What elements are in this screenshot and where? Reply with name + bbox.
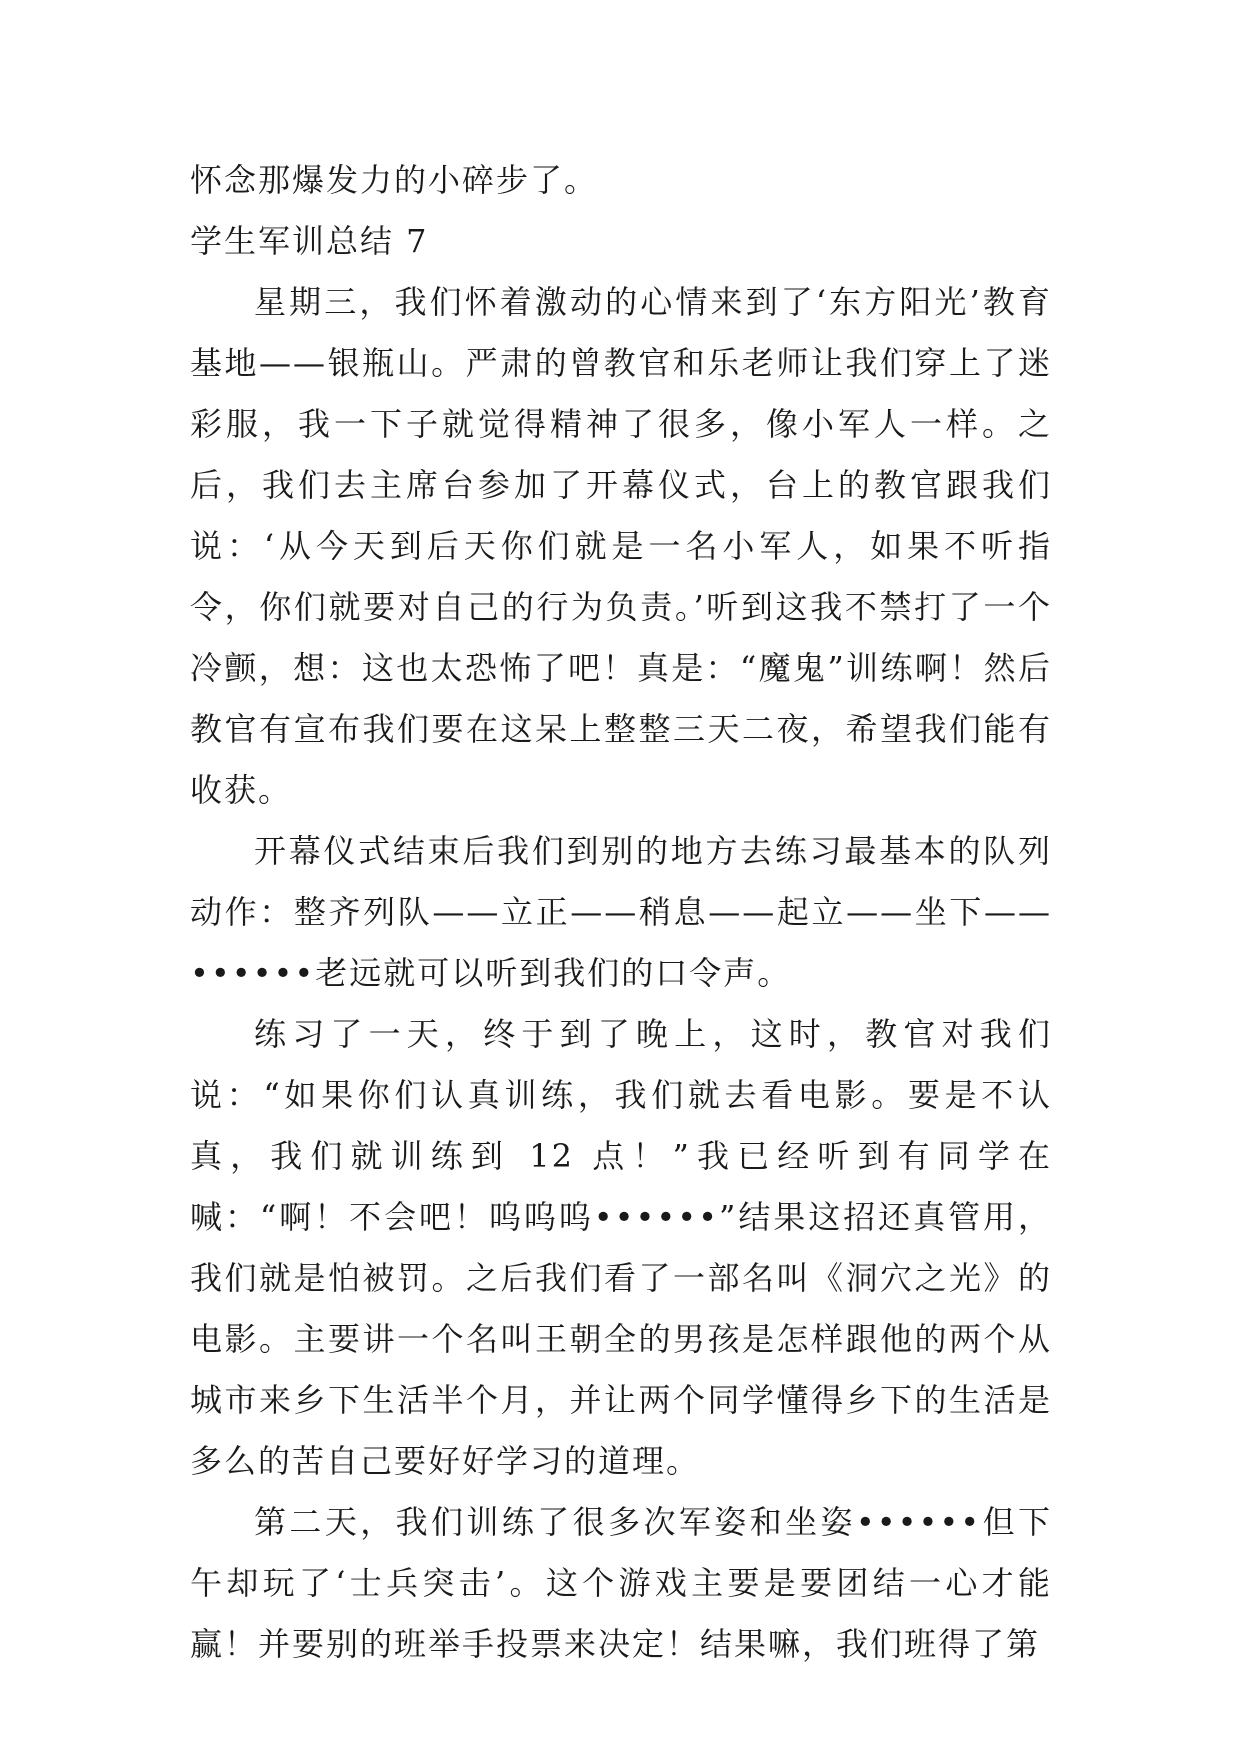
section-heading: 学生军训总结 7 [190,222,429,260]
paragraph-4: 第二天，我们训练了很多次军姿和坐姿••••••但下午却玩了‘士兵突击’。这个游戏主要是要团结一心才能赢！并要别的班举手投票来决定！结果嘛，我们班得了第 [190,1503,1052,1663]
paragraph-2: 开幕仪式结束后我们到别的地方去练习最基本的队列动作：整齐列队——立正——稍息——起立——坐下——••••••老远就可以听到我们的口令声。 [190,832,1052,992]
document-page [190,150,1052,1675]
paragraph-1: 星期三，我们怀着激动的心情来到了‘东方阳光’教育基地——银瓶山。严肃的曾教官和乐老师让我们穿上了迷彩服，我一下子就觉得精神了很多，像小军人一样。之后，我们去主席台参加了开幕仪式，台上的教官跟我们说：‘从今天到后天你们就是一名小军人，如果不听指令，你们就要对自己的行为负责。’听到这我不禁打了一个冷颤，想：这也太恐怖了吧！真是：“魔鬼”训练啊！然后教官有宣布我们要在这呆上整整三天二夜，希望我们能有收获。 [190,283,1052,809]
continuation-text: 怀念那爆发力的小碎步了。 [190,161,599,199]
paragraph-3: 练习了一天，终于到了晚上，这时，教官对我们说：“如果你们认真训练，我们就去看电影。要是不认真，我们就训练到 12 点！”我已经听到有同学在喊：“啊！不会吧！呜呜呜••••••”结果这招还真管用，我们就是怕被罚。之后我们看了一部名叫《洞穴之光》的电影。主要讲一个名叫王朝全的男孩是怎样跟他的两个从城市来乡下生活半个月，并让两个同学懂得乡下的生活是多么的苦自己要好好学习的道理。 [190,1015,1052,1480]
